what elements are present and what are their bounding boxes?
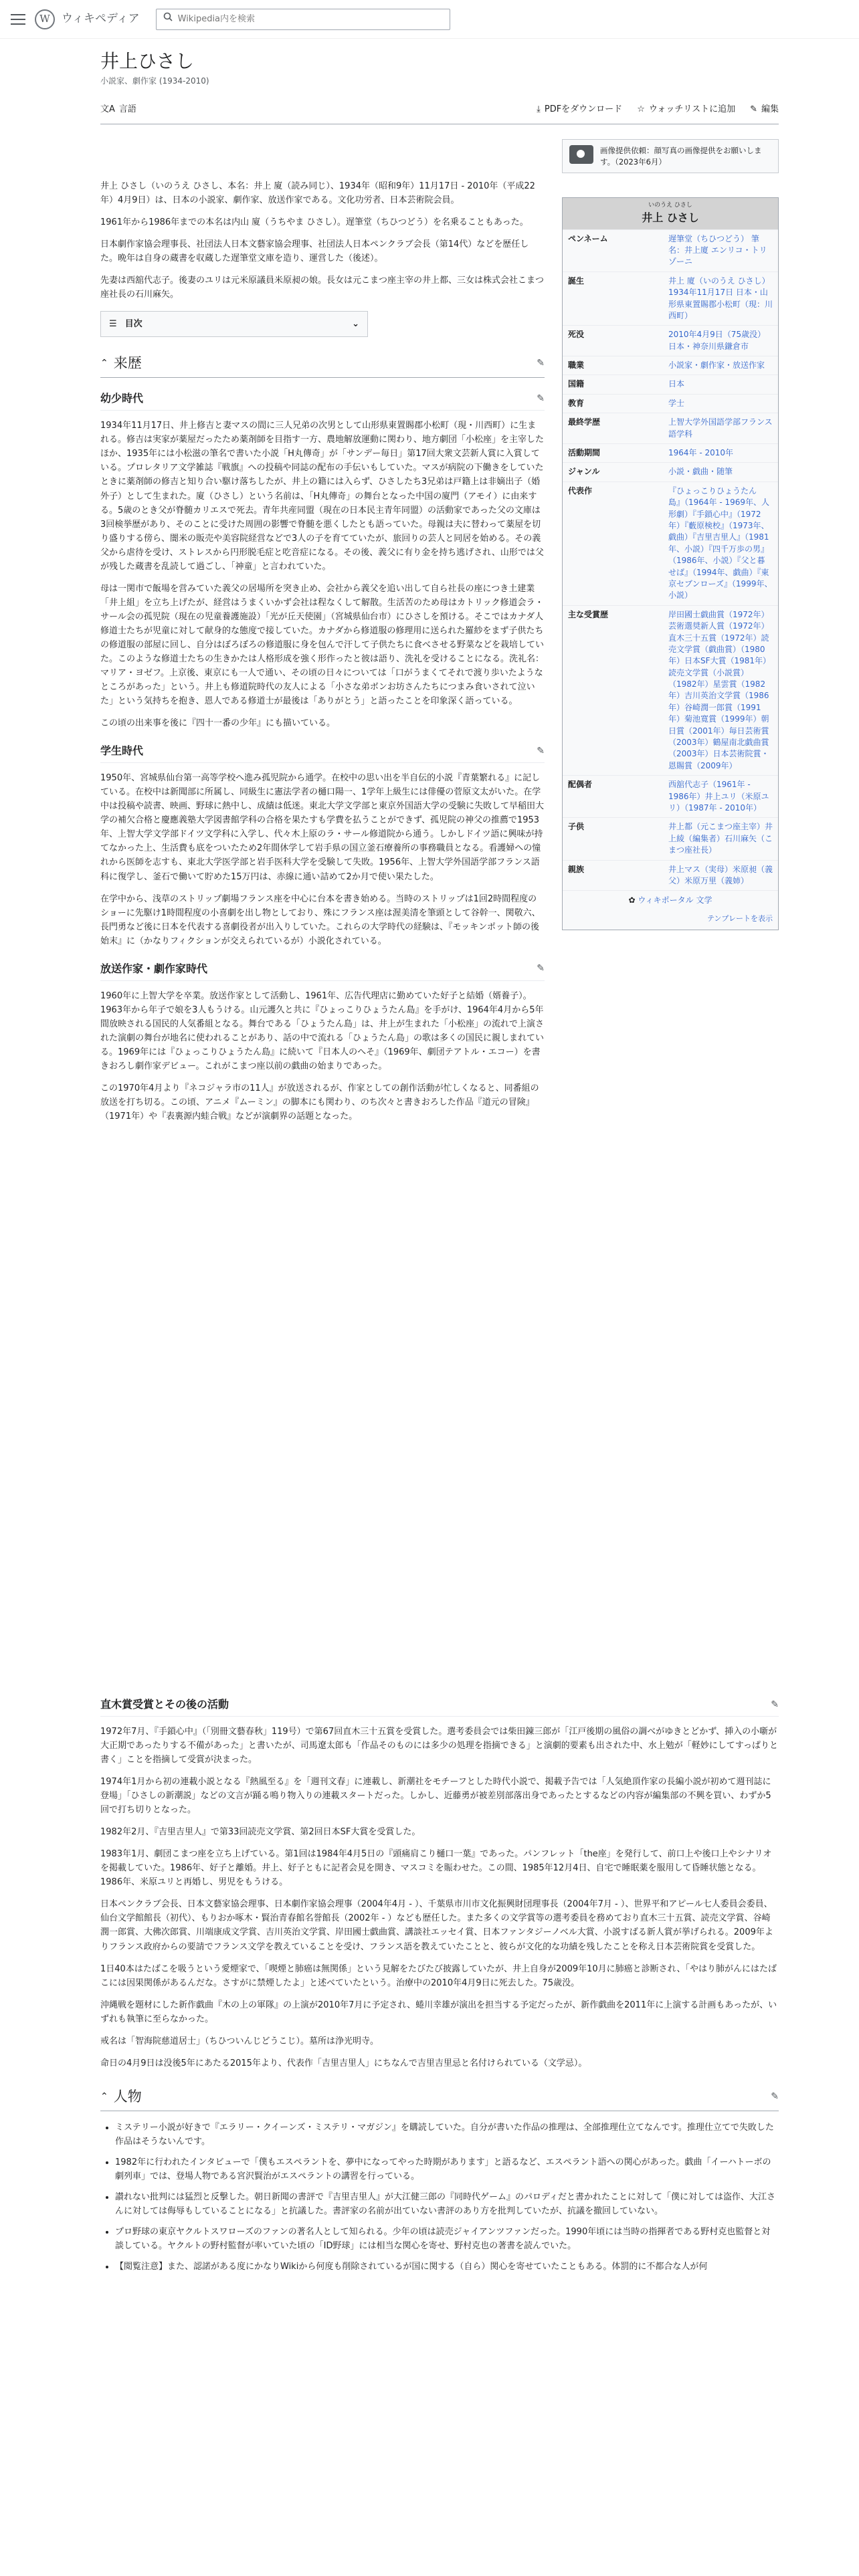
infobox-value[interactable]: 小説家・劇作家・放送作家	[668, 360, 765, 370]
infobox-row	[563, 374, 778, 393]
list-item: • 【閲覧注意】また、認諾がある度にかなりWikiから何度も削除されているが国に関する（自ら）関心を寄せていたこともある。体罰的に不都合な人が何	[115, 2260, 779, 2274]
infobox-key: 職業	[568, 360, 585, 370]
notice-text: 画像提供依頼：顔写真の画像提供をお願いします。（2023年6月）	[600, 146, 762, 167]
infobox-row	[563, 325, 778, 356]
infobox-row	[563, 272, 778, 326]
naoki-para-1: 1972年7月、『手鎖心中』（「別冊文藝春秋」119号）で第67回直木三十五賞を受賞した。選考委員会では柴田錬三郎が「江戸後期の風俗の調べがゆきとどかず、挿入の小噺が大正期であったりする不備があった」と書いたが、司馬遼太郎も「作品そのものには多少の処理を指摘できる」と演劇的要素も出された中、水上勉が「軽妙にしてすっぱりと書く」ことを指摘して受賞が決まった。	[100, 1726, 778, 1765]
infobox-value[interactable]: 岸田國士戯曲賞（1972年）芸術選奨新人賞（1972年）直木三十五賞（1972年）読売文学賞（戯曲賞）（1980年）日本SF大賞（1981年）読売文学賞（小説賞）（1982年）星雲賞（1982年）吉川英治文学賞（1986年）谷崎潤一郎賞（1991年）菊池寛賞（1999年）朝日賞（2001年）毎日芸術賞（2003年）鶴屋南北戯曲賞（2003年）日本芸術院賞・恩賜賞（2009年）	[668, 609, 771, 770]
infobox-key: 国籍	[568, 379, 585, 389]
section-edit-icon[interactable]: ✎	[537, 745, 545, 756]
chevron-up-icon: ⌃	[100, 358, 108, 369]
infobox-value[interactable]: 『ひょっこりひょうたん島』（1964年 - 1969年、人形劇）『手鎖心中』（1972年）『藪原検校』（1973年、戯曲）『吉里吉里人』（1981年、小説）『四千万歩の男』（1986年、小説）『父と暮せば』（1994年、戯曲）『東京セブンローズ』（1999年、小説）	[668, 486, 773, 601]
infobox-key: ペンネーム	[568, 233, 608, 243]
infobox-row	[563, 443, 778, 462]
childhood-para-1: 1934年11月17日、井上修吉と妻マスの間に三人兄弟の次男として山形県東置賜郡小松町（現・川西町）に生まれる。修吉は実家が薬屋だったため薬剤師を目指す一方、農地解放運動に関わり、地方劇団「小松座」を主宰したほか、1935年には小松滋の筆名で書いた小説「H丸傳奇」が「サンデー毎日」第17回大衆文芸新人賞に入賞している。プロレタリア文学雑誌『戦旗』への投稿や同誌の配布の手伝いもしていた。マスが病院の下働きをしていたときに薬剤師の修吉と知り合い駆け落ちしたが、井上の籍には入らず、ひさしたち3兄弟は戸籍上は非嫡出子（婚外子）として生まれた。廈（ひさし）という名前は、「H丸傳奇」の舞台となった中国の廈門（アモイ）に由来する。5歳のとき父が脊髄カリエスで死去。青年共産同盟（現在の日本民主青年同盟）の活動家であった父の文庫は3回検挙歴があり、そのことに受けた周囲の影響で脊髄を悪くしたとも語っていた。母親は夫に替わって薬屋を切り盛りする傍ら、闇米の販売や美容院経営などで3人の子を育てていたが、旅回りの芸人と同居を始める。その義父から虐待を受け、ストレスから円形脱毛症と吃音症になる。その後、義父に有り金を持ち逃げされ、山形では父が残した蔵書を乱読して過ごし、「神童」と言われていた。	[100, 421, 545, 572]
student-para-2: 在学中から、浅草のストリップ劇場フランス座を中心に台本を書き始める。当時のストリップは1回2時間程度のショーに先駆け1時間程度の小喜劇を出し物としており、殊にフランス座は渥美清を筆頭として谷幹一、関敬六、長門勇など後に日本を代表する喜劇役者が出入りしていた。これらの大学時代の経験は、『モッキンポット師の後始末』に（かなりフィクションが交えられているが）小説化されている。	[100, 893, 541, 946]
infobox-key: 教育	[568, 398, 585, 408]
person-list	[100, 2121, 779, 2274]
pdf-label: PDFをダウンロード	[544, 104, 623, 114]
writer-para-1: 1960年に上智大学を卒業。放送作家として活動し、1961年、広告代理店に勤めていた好子と結婚（婿養子）。1963年から年子で娘を3人もうける。山元護久と共に『ひょっこりひょうたん島』を手がけ、1964年4月から5年間放映される国民的人気番組となる。舞台である「ひょうたん島」は、井上が生まれた「小松座」の流れで上演された演劇の舞台が地名に使われることがあり、話の中で流れる「ひょうたん島」の歌は多くの国民に親しまれている。1969年には『ひょっこりひょうたん島』に続いて『日本人のへそ』（1969年、劇団テアトル・エコー）を書きおろし劇作家デビュー。これがこまつ座以前の戯曲の始まりであった。	[100, 990, 545, 1071]
camera-icon	[569, 145, 593, 164]
infobox-row	[563, 817, 778, 859]
infobox-name: 井上 ひさし	[642, 211, 699, 225]
section-naoki	[100, 1696, 779, 1717]
menu-icon[interactable]	[11, 14, 25, 25]
infobox-key: 配偶者	[568, 780, 593, 790]
watch-label: ウォッチリストに追加	[648, 104, 736, 114]
pencil-icon: ✎	[750, 104, 757, 114]
childhood-para-2: 母は一関市で飯場を営みていた義父の居場所を突き止め、会社から義父を追い出して自ら社長の座につき土建業「井上組」を立ち上げたが、経営はうまくいかず会社は程なくして解散。生活苦のため母はカトリック修道会ラ・サール会の孤児院（現在の児童養護施設）「光が丘天使園」（宮城県仙台市）にひさしを預ける。そこではカナダ人修道士たちが児童に対して献身的な態度で接していた。カナダから修道服の修理用に送られた羅紗をまず子供たちの修道服の部屋に回し、自分はぼろぼろの修道服に身を包んで汗して子供たちに食べさせる野菜などを栽培していた。このような修道士たちの生きかたは人格形成を強く形作ったと彼は語り、洗礼を受けることになる。洗礼名：マリア・ヨゼフ。上京後、東京にも一人で通い、その頃の日々については「口がうまくてそれで渡り歩いたようなところがあった」という。井上も修道院時代の友人による「小さな弟ボンお坊さんたちにつまみ食いされて泣いた」という気持ちを抱き、恩人である修道士が最後は「ありがとう」と語ったことを印象深く語っている。	[100, 583, 545, 707]
childhood-para-3: この頃の出来事を後に『四十一番の少年』にも描いている。	[100, 718, 336, 729]
infobox-rows	[563, 229, 778, 891]
infobox-row	[563, 462, 778, 481]
language-label: 言語	[118, 104, 136, 114]
portal-label: ウィキポータル 文学	[638, 895, 712, 905]
section-history[interactable]	[100, 352, 545, 378]
search-icon	[163, 12, 173, 26]
infobox-value[interactable]: 2010年4月9日（75歳没） 日本・神奈川県鎌倉市	[668, 330, 766, 351]
infobox-key: 主な受賞歴	[568, 609, 609, 619]
lead-para-2: 1961年から1986年までの本名は内山 廈（うちやま ひさし）。遅筆堂（ちひつどう）を名乗ることもあった。	[100, 217, 529, 228]
chevron-down-icon: ⌄	[352, 319, 359, 330]
list-item: • 讃れない批判には猛烈と反撃した。朝日新聞の書評で『吉里吉里人』が大江健三郎の『同時代ゲーム』のパロディだと書かれたことに対して「僕に対しては盗作、大江さんに対しては侮辱もしていることになる」と抗議した。書評家の名前が出ていない書評のあり方を批判していたが、抗議を撤回していない。	[115, 2190, 779, 2218]
infobox-row	[563, 394, 778, 413]
action-bar	[100, 95, 779, 124]
language-button[interactable]	[100, 102, 136, 116]
infobox-key: 活動期間	[568, 448, 601, 458]
toc-label: 目次	[124, 319, 142, 330]
section-edit-icon[interactable]: ✎	[537, 358, 545, 369]
edit-button[interactable]	[750, 102, 779, 116]
image-request-notice	[562, 139, 779, 173]
toc-toggle[interactable]	[100, 311, 368, 337]
section-edit-icon[interactable]: ✎	[771, 2090, 779, 2102]
naoki-para-7: 沖縄戦を題材にした新作戯曲『木の上の軍隊』の上演が2010年7月に予定され、蜷川幸雄が演出を担当する予定だったが、新作戯曲を2011年に上演する計画もあったが、いずれも執筆に至らなかった。	[100, 2000, 777, 2024]
section-history-title: 来歴	[113, 355, 142, 372]
list-item: • 1982年に行われたインタビューで「僕もエスペラントを、夢中になってやった時期があります」と語るなど、エスペラント語への関心があった。戯曲「イーハトーボの劇列車」では、登場人物である宮沢賢治がエスペラントの講習を行っている。	[115, 2155, 779, 2183]
infobox-value[interactable]: 1964年 - 2010年	[668, 448, 734, 458]
side-column	[562, 139, 779, 930]
infobox-row	[563, 860, 778, 891]
infobox-value[interactable]: 日本	[668, 379, 685, 389]
lower-content	[100, 1684, 779, 2280]
writer-para-2: この1970年4月より『ネコジャラ市の11人』が放送されるが、作家としての創作活動が忙しくなると、同番組の放送を打ち切る。この頃、アニメ『ムーミン』の脚本にも関わり、のち次々と書きおろした作品『道元の冒険』（1971年）や『表裏源内蛙合戦』などが演劇界の話題となった。	[100, 1083, 539, 1122]
infobox-title	[563, 198, 778, 229]
content	[100, 39, 779, 2272]
lead-para-4: 先妻は西舘代志子。後妻のユリは元米原議員米原昶の娘。長女は元こまつ座主宰の井上都、三女は株式会社こまつ座社長の石川麻矢。	[100, 276, 545, 300]
infobox-value[interactable]: 上智大学外国語学部フランス語学科	[668, 417, 773, 439]
infobox-row	[563, 356, 778, 374]
wikipedia-logo-icon[interactable]: W	[35, 9, 55, 29]
infobox-value[interactable]: 小説・戯曲・随筆	[668, 467, 733, 477]
portal-icon: ✿	[628, 895, 638, 905]
search-input[interactable]	[178, 14, 443, 24]
search-box[interactable]	[156, 9, 450, 30]
pdf-download-button[interactable]	[537, 102, 622, 116]
list-icon: ☰	[109, 319, 117, 330]
infobox-ruby: いのうえ ひさし	[648, 202, 692, 209]
edit-label: 編集	[761, 104, 779, 114]
infobox-row	[563, 481, 778, 605]
naoki-para-9: 命日の4月9日は没後5年にあたる2015年より、代表作「吉里吉里人」にちなんで吉里吉里忌と名付けられている（文学忌）。	[100, 2058, 587, 2068]
section-writer-title: 放送作家・劇作家時代	[100, 962, 208, 975]
naoki-para-3: 1982年2月、『吉里吉里人』で第33回読売文学賞、第2回日本SF大賞を受賞した。	[100, 1827, 421, 1838]
infobox-key: 子供	[568, 822, 585, 832]
infobox-value[interactable]: 井上 廈（いのうえ ひさし） 1934年11月17日 日本・山形県東置賜郡小松町（現：川西町）	[668, 276, 773, 320]
lead-para-1: 井上 ひさし（いのうえ ひさし、本名：井上 廈（読み同じ）、1934年（昭和9年）11月17日 - 2010年（平成22年）4月9日）は、日本の小説家、劇作家、放送作家である。文化功労者、日本芸術院会員。	[100, 181, 535, 206]
naoki-para-2: 1974年1月から初の連載小説となる『熱風至る』を「週刊文春」に連載し、新潮社をモチーフとした時代小説で、掲載予告では「人気絶頂作家の長編小説が初めて週刊誌に登場」「ひさしの新潮説」などの文言が踊る鳴り物入りの連載スタートだった。しかし、近藤勇が被差別部落出身であったとするなどの内容が編集部の不興を買い、わずか5回で打ち切りとなった。	[100, 1777, 771, 1816]
infobox-value[interactable]: 井上都（元こまつ座主宰）井上綾（編集者）石川麻矢（こまつ座社長）	[668, 822, 773, 855]
section-person-title: 人物	[113, 2088, 142, 2105]
infobox-key: 誕生	[568, 276, 585, 286]
section-edit-icon[interactable]: ✎	[771, 1699, 779, 1710]
template-label: テンプレートを表示	[706, 914, 773, 923]
template-link[interactable]	[563, 911, 778, 930]
portal-link[interactable]	[563, 890, 778, 910]
infobox-key: 死没	[568, 330, 585, 340]
section-edit-icon[interactable]: ✎	[537, 393, 545, 404]
infobox-key: 最終学歴	[568, 417, 601, 427]
section-student-title: 学生時代	[100, 744, 144, 758]
page-subtitle: 小説家、劇作家 (1934-2010)	[100, 76, 209, 86]
star-icon: ☆	[637, 104, 645, 114]
section-naoki-title: 直木賞受賞とその後の活動	[100, 1698, 229, 1711]
section-childhood	[100, 390, 545, 411]
infobox-row	[563, 229, 778, 272]
naoki-para-4: 1983年1月、劇団こまつ座を立ち上げている。第1回は1984年4月5日の『頭痛肩こり樋口一葉』であった。パンフレット「the座」を発行して、前口上や後口上やシナリオを掲載していた。1986年、好子と離婚。井上、好子ともに記者会見を開き、マスコミを賑わせた。この間、1985年12月4日、自宅で睡眠薬を服用して昏睡状態となる。1986年、米原ユリと再婚し、男児をもうける。	[100, 1849, 772, 1888]
naoki-para-8: 戒名は「智海院慈道居士」（ちひついんじどうこじ）。墓所は浄光明寺。	[100, 2036, 379, 2046]
infobox-value[interactable]: 井上マス（実母）米原昶（義父）米原万里（義姉）	[668, 864, 773, 885]
watchlist-button[interactable]	[637, 102, 735, 116]
infobox-value[interactable]: 学士	[668, 398, 685, 408]
site-name[interactable]: ウィキペディア	[62, 11, 140, 25]
page-title: 井上ひさし	[100, 50, 195, 72]
list-item: • プロ野球の東京ヤクルトスワローズのファンの著名人として知られる。少年の頃は読売ジャイアンツファンだった。1990年頃には当時の指揮者である野村克也監督と対談している。ヤクルトの野村監督が率いていた頃の「ID野球」には相当な関心を寄せ、野村克也の著書を読んでいた。	[115, 2225, 779, 2253]
infobox-value[interactable]: 西舘代志子（1961年 - 1986年）井上ユリ（米原ユリ）（1987年 - 2010年）	[668, 780, 769, 813]
infobox-key: 代表作	[568, 486, 593, 496]
student-para-1: 1950年、宮城県仙台第一高等学校へ進み孤児院から通学。在校中の思い出を半自伝的小説『青葉繁れる』に記している。在校中は新聞部に所属し、同級生に憲法学者の樋口陽一、1学年上級生には俳優の菅原文太がいた。在学中は投稿や読書、映画、野球に熱中し、成績は低迷。東北大学文学部と東京外国語大学の受験に失敗して早稲田大学の補欠合格と慶應義塾大学図書館学科の合格を果たすも学費を払うことができず、孤児院の神父の推薦で1953年、上智大学文学部ドイツ文学科に入学し、代々木上原のラ・サール修道院から通う。しかしドイツ語に興味が持てなかった上、生活費も底をついたため2年間休学して岩手県の国立釜石療養所の事務職員となる。看護婦への憧れから医師を志すも、東北大学医学部と岩手医科大学を受験して失敗。1956年、上智大学外国語学部フランス語科に復学し、釜石で働いて貯めた15万円は、赤線に通い詰めて2か月で使い果たした。	[100, 773, 545, 882]
infobox	[562, 197, 779, 930]
chevron-up-icon: ⌃	[100, 2090, 108, 2102]
naoki-para-6: 1日40本はたばこを吸うという愛煙家で、「喫煙と肺癌は無関係」という見解をたびたび披露していたが、井上自身が2009年10月に肺癌と診断され、「やはり肺がんにはたばこには因果関係があるんだな。さすがに禁煙したよ」と述べていたという。治療中の2010年4月9日に死去した。75歳没。	[100, 1963, 777, 1988]
infobox-row	[563, 775, 778, 817]
section-edit-icon[interactable]: ✎	[537, 963, 545, 974]
download-icon: ⤓	[537, 104, 541, 114]
language-icon: 文A	[100, 104, 115, 114]
infobox-row	[563, 413, 778, 443]
infobox-key: ジャンル	[568, 467, 600, 477]
infobox-row	[563, 605, 778, 775]
section-writer	[100, 960, 545, 981]
infobox-value[interactable]: 遅筆堂（ちひつどう） 筆名：井上廈 エンリコ・トリゾーニ	[668, 233, 767, 267]
section-childhood-title: 幼少時代	[100, 392, 144, 405]
top-bar	[0, 0, 859, 39]
main-column	[100, 181, 545, 1132]
section-person[interactable]	[100, 2085, 779, 2111]
infobox-key: 親族	[568, 864, 585, 874]
list-item: • ミステリー小説が好きで『エラリー・クイーンズ・ミステリ・マガジン』を購読していた。自分が書いた作品の推理は、全部推理仕立てなんです。推理仕立てで失敗した作品はそうないんです。	[115, 2121, 779, 2149]
section-student	[100, 742, 545, 763]
naoki-para-5: 日本ペンクラブ会長、日本文藝家協会理事、日本劇作家協会理事（2004年4月 - ）、千葉県市川市文化振興財団理事長（2004年7月 - ）、世界平和アピール七人委員会委員、仙台文学館館長（初代）、もりおか啄木・賢治青春館名誉館長（2002年 - ）なども歴任した。また多くの文学賞等の選考委員を務めており直木三十五賞、読売文学賞、谷崎潤一郎賞、大佛次郎賞、川端康成文学賞、吉川英治文学賞、岸田國士戯曲賞、講談社エッセイ賞、日本ファンタジーノベル大賞、小説すばる新人賞が挙げられる。2009年よりフランス政府からの要請でフランス文学を教えていることを受け、フランス語を教えていたことと、彼らが文化的な功績を残したことを称え日本芸術院賞を受賞した。	[100, 1899, 773, 1952]
lead-para-3: 日本劇作家協会理事長、社団法人日本文藝家協会理事、社団法人日本ペンクラブ会長（第14代）などを歴任した。晩年は自身の蔵書を収蔵した遅筆堂文庫を造り、運営した（後述）。	[100, 239, 529, 264]
